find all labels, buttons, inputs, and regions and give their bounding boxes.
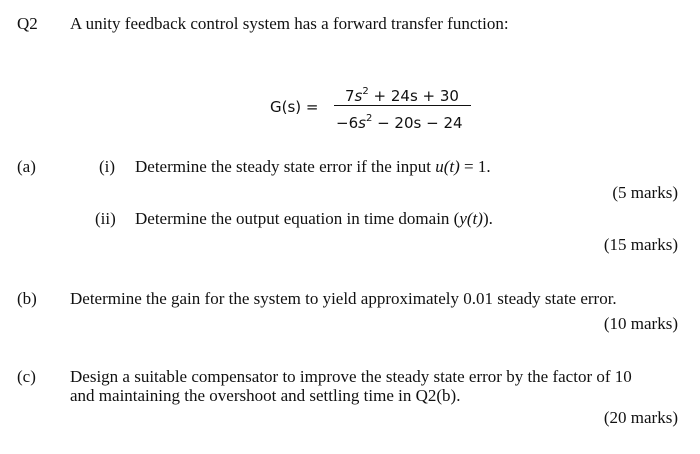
part-c-line2: and maintaining the overshoot and settling time in Q2(b). xyxy=(70,386,461,405)
part-c-line1: Design a suitable compensator to improve the steady state error by the factor of 10 xyxy=(70,367,632,386)
numerator-coef: 7 xyxy=(345,87,355,105)
equation-numerator xyxy=(345,83,459,105)
part-a-ii-text-pre: Determine the output equation in time domain ( xyxy=(135,209,460,228)
part-b-label: (b) xyxy=(17,289,37,308)
part-a-ii-output-var: y(t) xyxy=(459,209,483,228)
part-a-ii-text-post: ). xyxy=(482,209,493,228)
part-b-marks: (10 marks) xyxy=(603,314,678,333)
denominator-coef: −6 xyxy=(336,114,359,132)
part-a-ii-text xyxy=(135,209,493,229)
part-b-text: Determine the gain for the system to yield approximately 0.01 steady state error. xyxy=(70,289,617,308)
part-a-i-text-pre: Determine the steady state error if the input xyxy=(135,157,436,176)
part-a-i-number: (i) xyxy=(99,157,116,176)
part-a-i-input-var: u(t) xyxy=(435,157,460,176)
part-a-ii-number: (ii) xyxy=(95,209,116,228)
part-c-label: (c) xyxy=(17,367,36,386)
numerator-var: s xyxy=(354,87,363,105)
part-a-label: (a) xyxy=(17,157,36,176)
denominator-rest: − 20s − 24 xyxy=(372,114,463,132)
fraction-bar xyxy=(334,105,471,106)
equation-denominator xyxy=(336,110,463,132)
question-number: Q2 xyxy=(17,14,38,33)
question-intro: A unity feedback control system has a forward transfer function: xyxy=(70,14,509,33)
denominator-exp: 2 xyxy=(365,113,373,124)
denominator-var: s xyxy=(358,114,366,132)
part-c-marks: (20 marks) xyxy=(603,408,678,427)
part-a-i-text xyxy=(135,157,491,177)
numerator-exp: 2 xyxy=(362,86,369,97)
equation-lhs: G(s) = xyxy=(270,98,319,116)
part-a-i-marks: (5 marks) xyxy=(612,183,678,202)
part-a-ii-marks: (15 marks) xyxy=(603,235,678,254)
numerator-rest: + 24s + 30 xyxy=(368,87,459,105)
part-a-i-text-post: = 1. xyxy=(459,157,491,176)
